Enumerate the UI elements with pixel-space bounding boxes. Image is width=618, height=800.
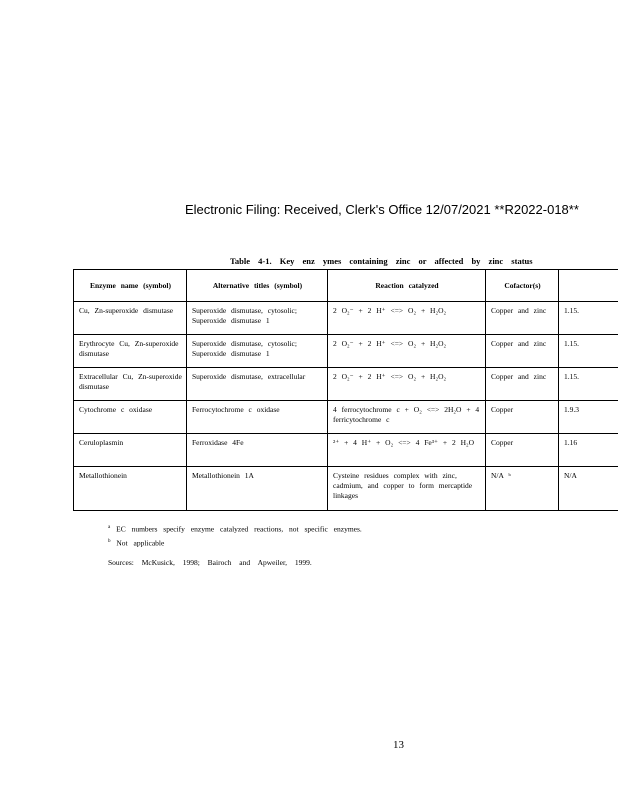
cell-ec-number: 1.15. xyxy=(559,302,618,335)
cell-enzyme-name: Extracellular Cu, Zn-superoxide dismutase xyxy=(74,368,187,401)
header-enzyme-name: Enzyme name (symbol) xyxy=(74,270,187,302)
cell-cofactor: Copper and zinc xyxy=(486,302,559,335)
sources-line: Sources: McKusick, 1998; Bairoch and Apweiler, 1999. xyxy=(108,558,312,567)
cell-reaction: Cysteine residues complex with zinc, cadmium, and copper to form mercaptide linkages xyxy=(328,467,486,511)
table-row xyxy=(74,401,618,434)
cell-cofactor: Copper and zinc xyxy=(486,335,559,368)
footnote-a xyxy=(108,522,362,536)
cell-ec-number: N/A xyxy=(559,467,618,511)
cell-enzyme-name: Cu, Zn-superoxide dismutase xyxy=(74,302,187,335)
table-header-row xyxy=(74,270,618,302)
table-row xyxy=(74,467,618,511)
cell-alternative-titles: Ferrocytochrome c oxidase xyxy=(187,401,328,434)
table-row xyxy=(74,368,618,401)
footnote-b-marker: b xyxy=(108,538,111,544)
cell-enzyme-name: Metallothionein xyxy=(74,467,187,511)
cell-reaction: 2 O₂⁻ + 2 H⁺ <=> O₂ + H₂O₂ xyxy=(328,302,486,335)
footnote-a-text: EC numbers specify enzyme catalyzed reactions, not specific enzymes. xyxy=(116,524,362,534)
header-cofactors: Cofactor(s) xyxy=(486,270,559,302)
table-row xyxy=(74,335,618,368)
header-alternative-titles: Alternative titles (symbol) xyxy=(187,270,328,302)
enzyme-table-container xyxy=(73,269,618,511)
header-ec-number xyxy=(559,270,618,302)
cell-ec-number: 1.16 xyxy=(559,434,618,467)
table-row xyxy=(74,434,618,467)
cell-alternative-titles: Metallothionein 1A xyxy=(187,467,328,511)
filing-stamp: Electronic Filing: Received, Clerk's Office 12/07/2021 **R2022-018** xyxy=(185,202,579,217)
cell-alternative-titles: Superoxide dismutase, cytosolic; Superoxide dismutase 1 xyxy=(187,302,328,335)
cell-enzyme-name: Ceruloplasmin xyxy=(74,434,187,467)
cell-reaction: 2 O₂⁻ + 2 H⁺ <=> O₂ + H₂O₂ xyxy=(328,368,486,401)
cell-alternative-titles: Superoxide dismutase, extracellular xyxy=(187,368,328,401)
cell-ec-number: 1.9.3 xyxy=(559,401,618,434)
footnote-a-marker: a xyxy=(108,525,111,530)
cell-cofactor: Copper and zinc xyxy=(486,368,559,401)
cell-ec-number: 1.15. xyxy=(559,368,618,401)
cell-enzyme-name: Erythrocyte Cu, Zn-superoxide dismutase xyxy=(74,335,187,368)
table-footnotes xyxy=(108,522,362,549)
table-row xyxy=(74,302,618,335)
cell-reaction: 4 ferrocytochrome c + O₂ <=> 2H₂O + 4 ferricytochrome c xyxy=(328,401,486,434)
cell-reaction: ²⁺ + 4 H⁺ + O₂ <=> 4 Fe³⁺ + 2 H₂O xyxy=(328,434,486,467)
cell-cofactor: Copper xyxy=(486,434,559,467)
cell-cofactor: Copper xyxy=(486,401,559,434)
cell-cofactor: N/A ᵇ xyxy=(486,467,559,511)
header-reaction: Reaction catalyzed xyxy=(328,270,486,302)
cell-ec-number: 1.15. xyxy=(559,335,618,368)
cell-reaction: 2 O₂⁻ + 2 H⁺ <=> O₂ + H₂O₂ xyxy=(328,335,486,368)
enzyme-table xyxy=(73,269,618,511)
cell-alternative-titles: Superoxide dismutase, cytosolic; Superoxide dismutase 1 xyxy=(187,335,328,368)
page-number: 13 xyxy=(393,739,404,751)
footnote-b-text: Not applicable xyxy=(116,538,165,547)
cell-enzyme-name: Cytochrome c oxidase xyxy=(74,401,187,434)
table-caption: Table 4-1. Key enz ymes containing zinc or affected by zinc status xyxy=(230,256,533,266)
footnote-b xyxy=(108,536,362,550)
cell-alternative-titles: Ferroxidase 4Fe xyxy=(187,434,328,467)
